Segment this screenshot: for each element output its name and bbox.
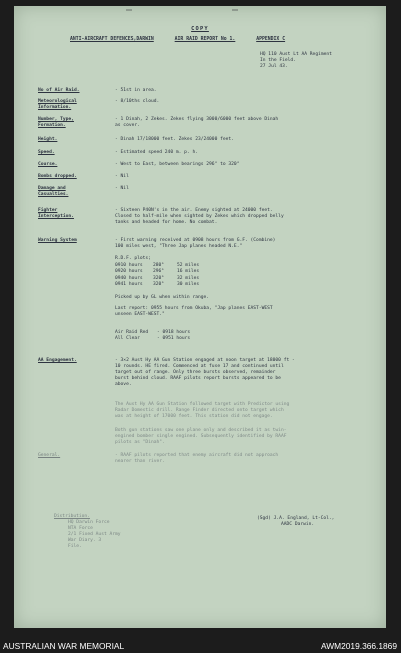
signature-line: (Sgd) J.A. England, Lt-Col.,: [257, 516, 335, 521]
report-title: [70, 37, 382, 43]
unit-header: [260, 52, 380, 70]
row-label: Damage and Casualties.: [38, 186, 69, 198]
plot-bearing: 280°: [153, 263, 165, 268]
rdf-heading: R.D.F. plots;: [115, 256, 151, 261]
row-label: Fighter Interception.: [38, 208, 74, 220]
picked-up-text: Picked up by GL when within range.: [115, 295, 210, 300]
air-raid-red-label: Air Raid Red: [115, 330, 149, 336]
plot-bearing: 296°: [153, 269, 165, 275]
row-value: - 8/10ths cloud.: [115, 99, 160, 104]
unit-line: HQ 110 Aust Lt AA Regiment: [260, 52, 332, 57]
report-title-part: AIR RAID REPORT No 1.: [174, 37, 236, 42]
plot-distance: 16 miles: [177, 269, 200, 275]
engagement-extra-text: Both gun stations saw one plane only and described it as twin- engined bomber single engined. Subsequently identified by RAAF pilots as "Dinah".: [115, 428, 287, 446]
distribution-item: File.: [68, 544, 82, 550]
row-value: - Nil: [115, 186, 129, 191]
rdf-plot-table: [115, 263, 315, 289]
all-clear-line: [115, 330, 373, 342]
row-label: Number, Type, Formation.: [38, 117, 74, 129]
row-label: Speed.: [38, 150, 55, 155]
all-clear-time: - 0951 hours: [157, 336, 191, 342]
row-label: No of Air Raid.: [38, 88, 80, 93]
signature-line: AADC Darwin.: [281, 522, 315, 528]
unit-line: 27 Jul 43.: [260, 64, 288, 70]
rdf-plot-row: [115, 282, 315, 288]
plot-time: 0920 hours: [115, 269, 143, 275]
plot-distance: 32 miles: [177, 275, 200, 281]
plot-time: 0941 hours: [115, 282, 143, 288]
distribution-item: War Diary. 3: [68, 538, 102, 544]
row-value: - 51st in area.: [115, 88, 157, 93]
unit-line: In the Field.: [260, 58, 296, 64]
staple-mark: [126, 9, 132, 11]
row-value: - West to East, between bearings 296° to 320°: [115, 162, 240, 167]
plot-distance: 30 miles: [177, 282, 200, 288]
row-label: Course.: [38, 162, 58, 167]
row-value: - 1 Dinah, 2 Zekes. Zekes flying 3000/6000 feet above Dinah as cover.: [115, 117, 279, 129]
distribution-item: HQ Darwin Force: [68, 520, 110, 526]
row-value: - Estimated speed 240 m. p. h.: [115, 150, 198, 155]
all-clear-label: All Clear: [115, 336, 140, 342]
row-value: - 3×2 Aust Hy AA Gun Station engaged at noon target at 18000 ft - 10 rounds. HE fired. Commenced at fuse 17 and continued until target out of range. Only three bursts observed, remainder burst behind cloud. RAAF pilots report bursts appeared to be above.: [115, 358, 295, 388]
footer-accession-number: AWM2019.366.1869: [320, 641, 397, 651]
last-report-text: Last report: 0955 hours from Okuba, "Jap planes EAST-WEST unseen EAST-WEST.": [115, 306, 273, 318]
row-value: - Sixteen P40N's in the air. Enemy sighted at 24000 feet. Closed to half-mile when sighted by Zekes which dropped belly tanks and headed for home. No combat.: [115, 208, 284, 226]
row-value: - Dinah 17/18000 feet. Zekes 23/24000 feet.: [115, 137, 234, 142]
engagement-extra-text: The Aust Hy AA Gun Station followed target with Predictor using Radar Domestic drill. Range Finder directed onto target which was at height of 17000 feet. This station did not engage.: [115, 402, 290, 420]
distribution-item: NTA Force: [68, 526, 93, 532]
distribution-label: Distribution.: [54, 514, 90, 519]
document-page: [14, 6, 386, 628]
plot-time: 0910 hours: [115, 263, 143, 268]
row-label: General.: [38, 453, 61, 458]
distribution-list: [54, 514, 154, 551]
staple-mark: [232, 9, 238, 11]
plot-time: 0940 hours: [115, 275, 143, 281]
distribution-item: 2/1 Fixed Aust Army: [68, 532, 121, 538]
plot-bearing: 320°: [153, 282, 165, 288]
air-raid-red-time: - 0918 hours: [157, 330, 191, 336]
row-value: - RAAF pilots reported that enemy aircraft did not approach nearer than river.: [115, 453, 279, 465]
signature-block: [257, 516, 377, 528]
row-value: - Nil: [115, 174, 129, 179]
footer-bar: [0, 633, 401, 653]
plot-distance: 52 miles: [177, 263, 200, 268]
row-label: Meteorological Information.: [38, 99, 77, 111]
row-label: AA Engagement.: [38, 358, 77, 363]
row-label: Height.: [38, 137, 58, 142]
row-value: - First warning received at 0908 hours from G.F. (Combine) 100 miles west, "Three Jap planes headed N.E.": [115, 238, 276, 250]
report-title-part: ANTI-AIRCRAFT DEFENCES,DARWIN: [70, 37, 154, 42]
report-title-part: APPENDIX C: [256, 37, 286, 42]
row-label: Warning System: [38, 238, 77, 243]
footer-institution: AUSTRALIAN WAR MEMORIAL: [3, 641, 125, 651]
row-label: Bombs dropped.: [38, 174, 77, 179]
copy-heading: COPY: [191, 26, 209, 32]
plot-bearing: 320°: [153, 275, 165, 281]
